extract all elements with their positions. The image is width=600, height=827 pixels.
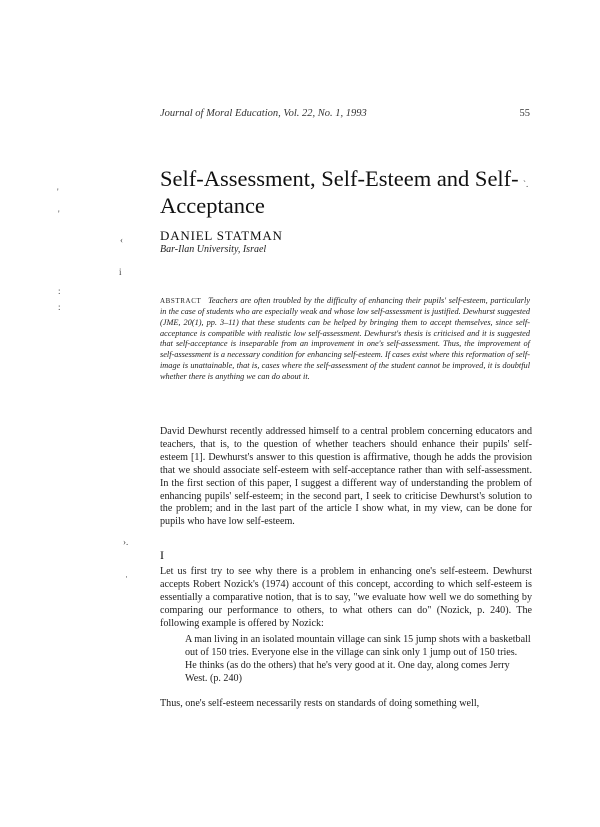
section-heading-1: I: [160, 548, 164, 562]
scan-speck: ·: [125, 572, 128, 582]
journal-citation: Journal of Moral Education, Vol. 22, No. 1, 1993: [160, 108, 367, 119]
scan-speck: ›.: [123, 537, 129, 547]
scan-speck: ': [58, 209, 60, 219]
abstract-text: Teachers are often troubled by the difficulty of enhancing their pupils' self-esteem, particularly in the case of students who are especially weak and whose low self-assessment is justified. Dewhurst suggested (JME, 20(1), pp. 3–11) that these students can be helped by bringing them to accept themselves, since self-acceptance is compatible with realistic low self-assessment. Dewhurst's thesis is criticised and it is suggested that self-acceptance is inseparable from an improvement in one's self-assessment. Thus, the improvement of self-assessment is a necessary condition for enhancing self-esteem. If cases exist where this reformation of self-image is unattainable, that is, cases where the self-assessment of the student cannot be improved, it is doubtful whether there is anything we can do about it.: [160, 296, 531, 381]
scan-speck: ': [57, 187, 59, 197]
block-quote: A man living in an isolated mountain village can sink 15 jump shots with a basketball out of 150 tries. Everyone else in the village can sink only 1 jump out of 150 tries. He thinks (as do the others) that he's very good at it. One day, along comes Jerry West. (p. 240): [185, 634, 531, 684]
abstract-label: ABSTRACT: [160, 297, 202, 305]
scan-speck: ‹: [120, 235, 123, 245]
scan-speck: :: [58, 302, 61, 312]
body-paragraph-3: Thus, one's self-esteem necessarily rests on standards of doing something well,: [160, 698, 480, 709]
page-number: 55: [519, 108, 530, 119]
article-title: Self-Assessment, Self-Esteem and Self-Acceptance: [160, 166, 519, 218]
scan-speck: :: [58, 286, 61, 296]
body-paragraph-1: David Dewhurst recently addressed himself to a central problem concerning educators and teachers, that is, to the question of whether teachers should enhance their pupils' self-esteem [1]. Dewhurst's answer to this question is affirmative, though he adds the provision that we should associate self-esteem with self-acceptance rather than with self-assessment. In the first section of this paper, I suggest a different way of understanding the problem of enhancing pupils' self-esteem; in the second part, I seek to criticise Dewhurst's solution to the problem; and in the last part of the article I show what, in my view, can be done for pupils who have low self-esteem.: [160, 426, 532, 528]
scan-speck: `.: [523, 179, 529, 189]
abstract: [160, 296, 530, 383]
body-paragraph-2: Let us first try to see why there is a problem in enhancing one's self-esteem. Dewhurst accepts Robert Nozick's (1974) account of this concept, according to which self-esteem is essentially a comparative notion, that is to say, "we evaluate how well we do something by comparing our performance to others, to what others can do" (Nozick, p. 240). The following example is offered by Nozick:: [160, 566, 532, 629]
author-name: DANIEL STATMAN: [160, 228, 283, 243]
scan-speck: i: [119, 267, 122, 277]
running-head: [160, 108, 530, 119]
author-affiliation: Bar-Ilan University, Israel: [160, 244, 267, 255]
